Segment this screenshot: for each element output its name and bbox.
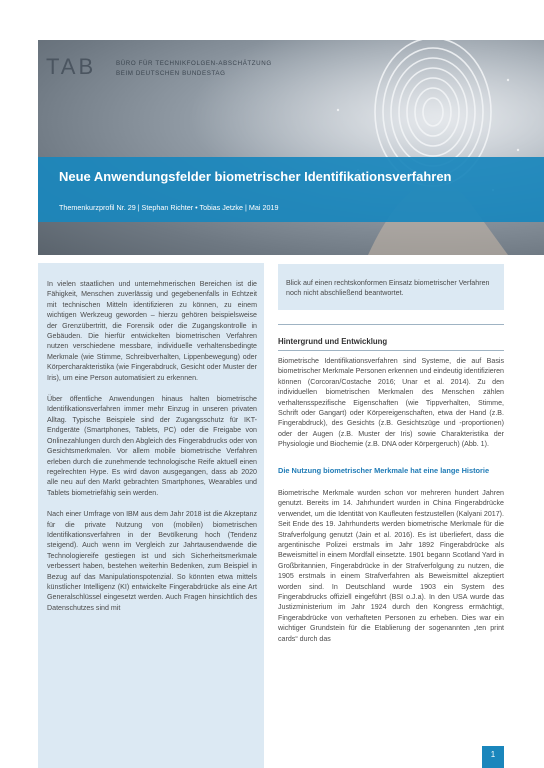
- intro-paragraph-4: Blick auf einen rechtskonformen Einsatz biometrischer Verfahren noch nicht abschließend beantwortet.: [286, 279, 490, 298]
- section-body: Biometrische Identifikationsverfahren sind Systeme, die auf Basis biometrischer Merkmale Personen erkennen und eindeutig identifizieren können (Corcoran/Costache 2016; Unar et al. 2014). Zu den individuellen biometrischen Merkmalen des Menschen zählen verhaltensspezifische Eigenschaften (wie Tippverhalten, Stimme, Schrift oder Gangart) oder Körpereigenschaften, etwa der Hand (z.B. Fingerabdruck), des Gesichts (z.B. Gesichtszüge und -proportionen) oder der Augen (z.B. Muster der Iris) sowie Charakteristika der Physiologie und Biochemie (z.B. DNA oder Körpergeruch) (Abb. 1).: [278, 357, 504, 449]
- intro-text: [47, 279, 257, 624]
- page-number: 1: [490, 750, 496, 759]
- section-body-2: Biometrische Merkmale wurden schon vor mehreren hundert Jahren genutzt. Bereits im 14. Jahrhundert wurden in China Fingerabdrücke verwendet, um die Identität von Kaufleuten festzustellen (Kalyani 2017). Seit Ende des 19. Jahrhunderts werden biometrische Merkmale für die Strafverfolgung genutzt (Jain et al. 2016). Es ist überliefert, dass die argentinische Polizei erstmals im Jahr 1892 Fingerabdrücke als Beweismittel in einem Mordfall einsetzte. 1901 begann Scotland Yard in Großbritannien, Fingerabdrücke in der Strafverfolgung zu nutzen, die 1905 erstmals in einem Strafverfahren als Beweismittel akzeptiert worden sind. In Deutschland wurde 1903 ein System des Fingerabdrucks offiziell eingeführt (BSI o.J.a). In den USA wurde das Justizministerium im Jahr 1924 durch den Kongress ermächtigt, Fingerabdrücke von verhafteten Personen zu erheben. Dies war ein wichtiger Grundstein für die Etablierung der sogenannten „ten print cards“ durch das: [278, 489, 504, 643]
- intro-paragraph-3: Nach einer Umfrage von IBM aus dem Jahr 2018 ist die Akzeptanz für die private Nutzung von (mobilen) biometrischen Identifikationsverfahren in der Bevölkerung hoch (Tendenz steigend). Auch wenn im Vergleich zur Jahrtausendwende die Technologiereife gestiegen ist und sich Sicherheitsmerkmale verbessert haben, bestehen weiterhin Bedenken, zum Beispiel in Bezug auf das Manipulationspotenzial. So könnten etwa mittels künstlicher Intelligenz (KI) entwickelte Fingerabdrücke als eine Art Generalschlüssel eingesetzt werden. Auch Fragen hinsichtlich des Datenschutzes sind mit: [47, 510, 257, 612]
- title-banner: [38, 157, 544, 222]
- page-title: Neue Anwendungsfelder biometrischer Identifikationsverfahren: [59, 169, 452, 184]
- intro-paragraph-2: Über öffentliche Anwendungen hinaus halten biometrische Identifikationsverfahren immer mehr Einzug in unseren privaten Alltag. Typische Beispiele sind der Zugangsschutz für IKT-Endgeräte (Smartphones, Tablets, PC) oder die Freigabe von Onlinezahlungen durch den Abgleich des Fingerabdrucks oder von Gesichtsmerkmalen. Vor allem mobile biometrische Verfahren erleben durch die zunehmende technologische Reife aktuell einen regelrechten Hype. Es wird davon ausgegangen, dass ab 2020 alle neu auf den Markt gebrachten Smartphones, Wearables und Tablets biometriefähig sein werden.: [47, 395, 257, 497]
- logo-line-1: BÜRO FÜR TECHNIKFOLGEN-ABSCHÄTZUNG: [116, 60, 272, 67]
- section-divider-bottom: [278, 350, 504, 351]
- tab-logo: [46, 52, 286, 92]
- section-heading: Hintergrund und Entwicklung: [278, 337, 388, 346]
- logo-mark: TAB: [46, 54, 97, 79]
- section-divider-top: [278, 324, 504, 325]
- page-subtitle: Themenkurzprofil Nr. 29 | Stephan Richter • Tobias Jetzke | Mai 2019: [59, 203, 279, 212]
- intro-paragraph-1: In vielen staatlichen und unternehmerischen Bereichen ist die Fähigkeit, Menschen zuverlässig und gegebenenfalls in Echtzeit mit technischen Mitteln identifizieren zu können, zu einem wichtigen Werkzeug geworden – hierzu gehören beispielsweise der Grenzübertritt, die Forensik oder die Zugangskontrolle in Gebäuden. Die hierfür entwickelten biometrischen Verfahren nutzen verschiedene messbare, individuelle verhaltensbedingte Merkmale (wie Stimme, Schreibverhalten, Lippenbewegung) oder Körpercharakteristika (wie Fingerabdruck, Gesicht oder Muster der Iris), um eine Person automatisiert zu erkennen.: [47, 280, 257, 382]
- section-subheading: Die Nutzung biometrischer Merkmale hat eine lange Historie: [278, 466, 490, 475]
- logo-line-2: BEIM DEUTSCHEN BUNDESTAG: [116, 70, 226, 77]
